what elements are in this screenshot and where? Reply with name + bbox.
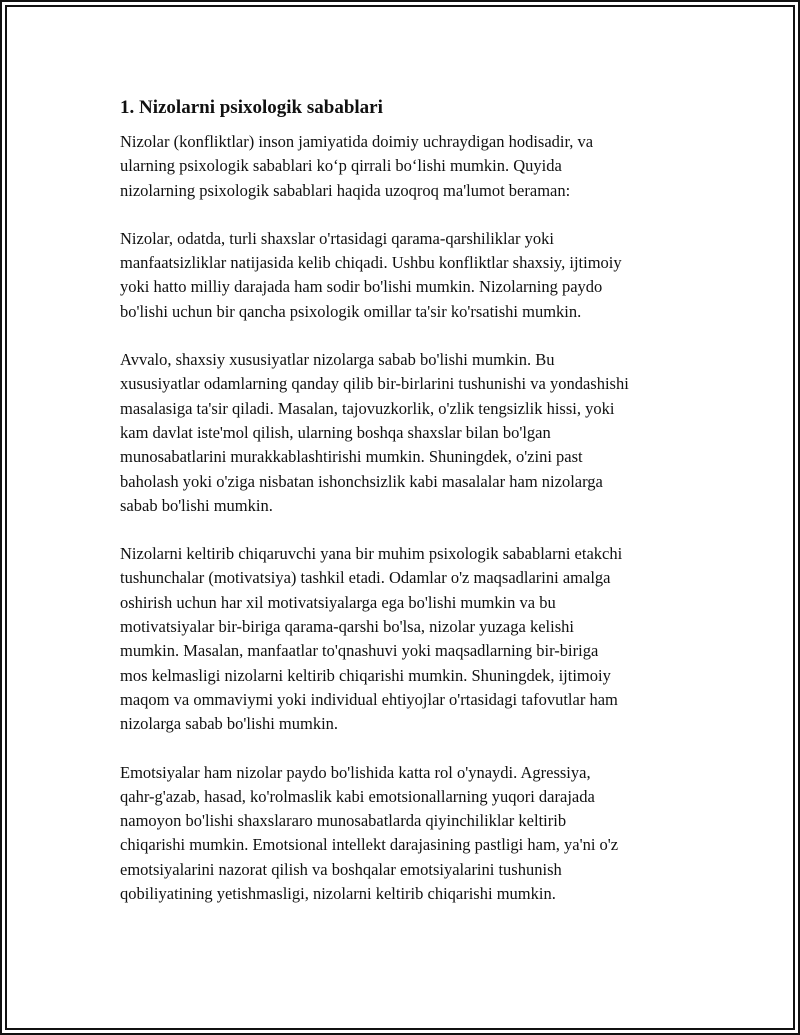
paragraph-introduction bbox=[120, 130, 710, 203]
text-line: emotsiyalarini nazorat qilish va boshqalar emotsiyalarini tushunish bbox=[120, 859, 562, 879]
text-line: munosabatlarini murakkablashtirishi mumkin. Shuningdek, o'zini past bbox=[120, 447, 583, 467]
text-line: Avvalo, shaxsiy xususiyatlar nizolarga sabab bo'lishi mumkin. Bu bbox=[120, 350, 555, 370]
text-line: Nizolar (konfliktlar) inson jamiyatida doimiy uchraydigan hodisadir, va bbox=[120, 132, 594, 151]
text-line: nizolarning psixologik sabablari haqida uzoqroq ma'lumot beraman: bbox=[120, 180, 571, 200]
text-line: sabab bo'lishi mumkin. bbox=[120, 495, 273, 515]
text-line: baholash yoki o'ziga nisbatan ishonchsizlik kabi masalalar ham nizolarga bbox=[120, 471, 603, 491]
text-line: ularning psixologik sabablari ko‘p qirrali bo‘lishi mumkin. Quyida bbox=[120, 156, 562, 176]
text-line: maqom va ommaviymi yoki individual ehtiyojlar o'rtasidagi tafovutlar ham bbox=[120, 689, 618, 709]
text-line: chiqarishi mumkin. Emotsional intellekt darajasining pastligi ham, ya'ni o'z bbox=[120, 835, 619, 855]
text-line: Nizolar, odatda, turli shaxslar o'rtasidagi qarama-qarshiliklar yoki bbox=[120, 228, 554, 248]
text-line: bo'lishi uchun bir qancha psixologik omillar ta'sir ko'rsatishi mumkin. bbox=[120, 301, 582, 321]
paragraph-personal-traits bbox=[120, 348, 710, 518]
text-line: kam davlat iste'mol qilish, ularning boshqa shaxslar bilan bo'lgan bbox=[120, 422, 551, 442]
text-line: qobiliyatining yetishmasligi, nizolarni keltirib chiqarishi mumkin. bbox=[120, 884, 556, 904]
paragraph-emotions bbox=[120, 761, 710, 907]
paragraph-conflict-origins bbox=[120, 227, 710, 324]
text-line: xususiyatlar odamlarning qanday qilib bir-birlarini tushunishi va yondashishi bbox=[120, 374, 629, 394]
text-line: mos kelmasligi nizolarni keltirib chiqarishi mumkin. Shuningdek, ijtimoiy bbox=[120, 665, 611, 685]
text-line: qahr-g'azab, hasad, ko'rolmaslik kabi emotsionallarning yuqori darajada bbox=[120, 786, 595, 806]
text-line: motivatsiyalar bir-biriga qarama-qarshi bo'lsa, nizolar yuzaga kelishi bbox=[120, 617, 574, 637]
text-line: mumkin. Masalan, manfaatlar to'qnashuvi yoki maqsadlarning bir-biriga bbox=[120, 641, 599, 661]
paragraph-motivation bbox=[120, 542, 710, 736]
document-content bbox=[120, 96, 710, 930]
text-line: masalasiga ta'sir qiladi. Masalan, tajovuzkorlik, o'zlik tengsizlik hissi, yoki bbox=[120, 398, 615, 418]
text-line: manfaatsizliklar natijasida kelib chiqadi. Ushbu konfliktlar shaxsiy, ijtimoiy bbox=[120, 253, 622, 273]
text-line: Emotsiyalar ham nizolar paydo bo'lishida katta rol o'ynaydi. Agressiya, bbox=[120, 762, 591, 782]
section-heading: 1. Nizolarni psixologik sabablari bbox=[120, 97, 383, 118]
text-line: Nizolarni keltirib chiqaruvchi yana bir muhim psixologik sabablarni etakchi bbox=[120, 544, 623, 564]
text-line: tushunchalar (motivatsiya) tashkil etadi. Odamlar o'z maqsadlarini amalga bbox=[120, 568, 611, 588]
text-line: namoyon bo'lishi shaxslararo munosabatlarda qiyinchiliklar keltirib bbox=[120, 811, 567, 831]
text-line: oshirish uchun har xil motivatsiyalarga ega bo'lishi mumkin va bu bbox=[120, 592, 556, 612]
text-line: yoki hatto milliy darajada ham sodir bo'lishi mumkin. Nizolarning paydo bbox=[120, 277, 603, 297]
text-line: nizolarga sabab bo'lishi mumkin. bbox=[120, 714, 339, 734]
